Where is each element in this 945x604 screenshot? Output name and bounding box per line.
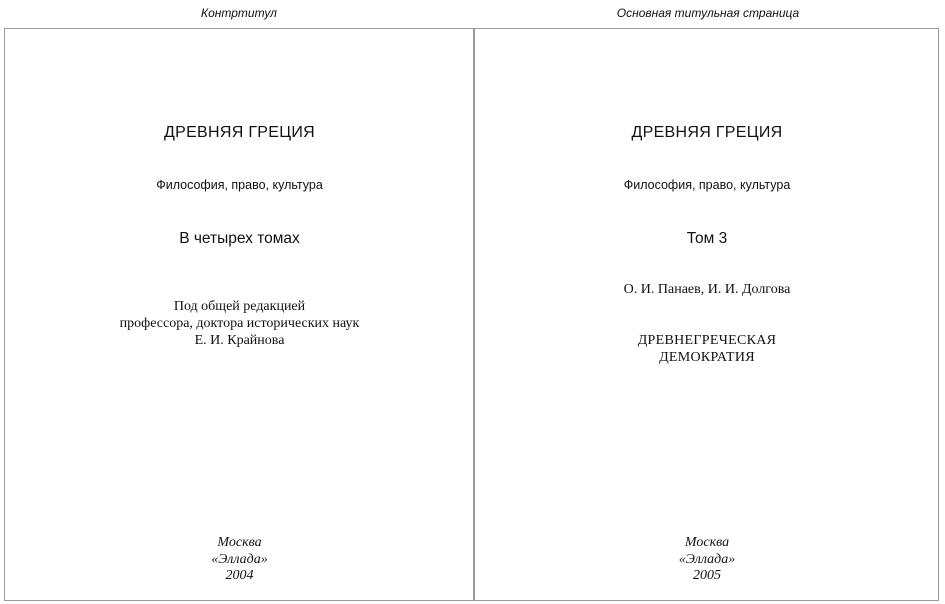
left-subtitle: Философия, право, культура (156, 178, 323, 192)
book-title (475, 332, 939, 366)
imprint-city: Москва (217, 535, 262, 550)
imprint-publisher: «Эллада» (211, 551, 268, 567)
right-imprint (475, 535, 939, 585)
editor-line: Е. И. Крайнова (194, 333, 285, 348)
editor-line: профессора, доктора исторических наук (119, 316, 360, 331)
left-imprint (6, 535, 473, 585)
authors: О. И. Панаев, И. И. Долгова (623, 282, 791, 297)
editor-block (6, 298, 473, 349)
right-series-title: ДРЕВНЯЯ ГРЕЦИЯ (631, 124, 783, 141)
imprint-publisher: «Эллада» (678, 551, 736, 567)
caption-right: Основная титульная страница (616, 6, 800, 20)
book-title-line: ДЕМОКРАТИЯ (659, 350, 755, 365)
imprint-year: 2004 (225, 568, 254, 583)
imprint-city: Москва (684, 535, 730, 550)
left-volume-info: В четырех томах (179, 230, 300, 247)
left-series-title: ДРЕВНЯЯ ГРЕЦИЯ (163, 124, 316, 141)
right-subtitle: Философия, право, культура (623, 178, 791, 192)
right-volume-info: Том 3 (686, 230, 728, 247)
caption-left: Контртитул (201, 6, 277, 20)
left-page (6, 28, 473, 601)
imprint-year: 2005 (693, 568, 721, 583)
editor-line: Под общей редакцией (173, 299, 306, 314)
right-page (475, 28, 939, 601)
book-title-line: ДРЕВНЕГРЕЧЕСКАЯ (637, 333, 777, 348)
